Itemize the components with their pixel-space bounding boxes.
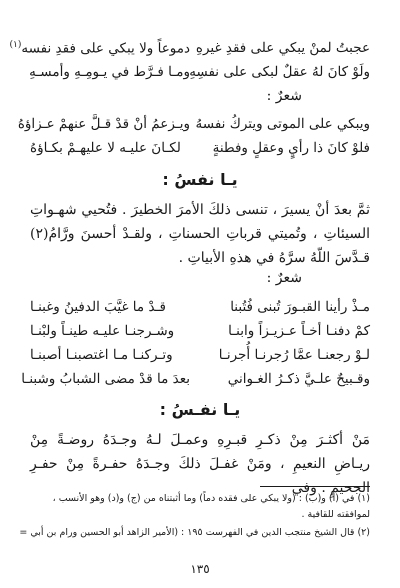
poem1-verse-2-second-hemistich: ومـا فـرَّط في يـومِـهِ وأمسـهِ [29, 64, 190, 80]
poem2-verse-1 [17, 114, 370, 134]
poem2-verse-1-second-hemistich: ويـزعمُ أنْ قدْ قـلَّ عنهمْ عـزاؤهُ [17, 116, 190, 132]
poem3-verse-2-first-hemistich: كمْ دفنـا أخـاً عـزيـزاً وابنـا [228, 323, 370, 339]
poem3-verse-3-second-hemistich: وتـركنـا مـا اغتصبنـا أصبنـا [30, 347, 173, 363]
poem3-verse-4-second-hemistich: بعدَ ما قدْ مضى الشبابُ وشبنـا [21, 371, 190, 387]
poem3-verse-4 [21, 369, 370, 389]
poem1-verse-2 [30, 62, 370, 82]
poem1-verse-1 [9, 38, 370, 58]
poem1-verse-1-second-hemistich [9, 39, 190, 57]
poem3-verse-2 [30, 321, 370, 341]
footnote-1-line-2: لموافقته للقافية . [301, 509, 370, 520]
poem3-verse-3-first-hemistich: لـوْ رجعنـا عمَّا رُجرنـا أُجرنـا [218, 347, 370, 363]
footnote-marker-1: (١) [9, 39, 22, 50]
footnote-1-line-1: (١) في (أ) و(ب) : (ولا يبكي على فقده دماً) وما أثبتناه من (ج) و(د) وهو الأنسب ، [52, 493, 370, 504]
poem3-verse-1-first-hemistich: مـذْ رأينا القبـورَ تُبنى فُتُبنا [230, 299, 370, 315]
section-heading-2: يـا نفـسُ : [159, 400, 241, 419]
poem2-verse-2-second-hemistich: لكـانَ عليـه لا عليهـمْ بكـاؤهُ [30, 140, 181, 156]
poem3-verse-1 [30, 297, 370, 317]
poem1-verse-1-first-hemistich: عجبتُ لمنْ يبكي على فقدِ غيرهِ [195, 40, 370, 56]
poetry-label-1: شعرٌ : [266, 88, 302, 104]
poem2-verse-1-first-hemistich: ويبكي على الموتى ويتركُ نفسهُ [195, 116, 370, 132]
poem3-verse-2-second-hemistich: وشـرجنـا عليـه طينـاً ولبْنـا [30, 323, 175, 339]
poetry-label-2: شعرٌ : [266, 270, 302, 286]
poem3-verse-3 [30, 345, 370, 365]
poem1-verse-2-first-hemistich: ولَوْ كانَ لهُ عقلٌ لبكى على نفسِهِ [189, 64, 370, 80]
prose-paragraph-2: مَنْ أكثـرَ مِنْ ذكـرِ قبـرِهِ وعمـلَ لـهُ وجـدَهُ روضـةً مِنْ ريـاضِ النعيمِ ، ومَنْ غفـلَ ذلكَ وجـدَهُ حفـرةً مِنْ حفـرِ الجحيمِ . وفي [30, 432, 370, 496]
poem1-verse-1-second-text: دموعاً ولا يبكي على فقدِ نفسه [21, 40, 190, 57]
poem3-verse-1-second-hemistich: قـدْ ما غيَّبَ الدفينُ وغبنـا [30, 299, 166, 315]
prose-paragraph-1: ثمَّ بعدَ أنْ يسيرَ ، تنسى ذلكَ الأمرَ الخطيرَ . فتُحيي شهـواتِ السيئاتِ ، وتُميتي قرباتِ الحسناتِ ، ولقـدْ أحسنَ ورَّامُ(٢) قـدَّسَ اللّهُ سرَّهُ في هذهِ الأبياتِ . [30, 202, 370, 266]
section-heading-1: يـا نفسُ : [162, 170, 238, 189]
footnote-2-line-1: (٢) قال الشيخ منتجب الدين في الفهرست ١٩٥ : (الأمير الزاهد أبو الحسين ورام بن أبي = [19, 527, 370, 538]
poem2-verse-2-first-hemistich: فلوْ كانَ ذا رأيٍ وعقلٍ وفطنةٍ [212, 140, 370, 156]
page-number: ١٣٥ [190, 562, 210, 576]
footnote-separator [260, 486, 370, 487]
poem3-verse-4-first-hemistich: وقـبيحٌ علـيَّ ذكـرُ الغـواني [227, 371, 370, 387]
poem2-verse-2 [30, 138, 370, 158]
